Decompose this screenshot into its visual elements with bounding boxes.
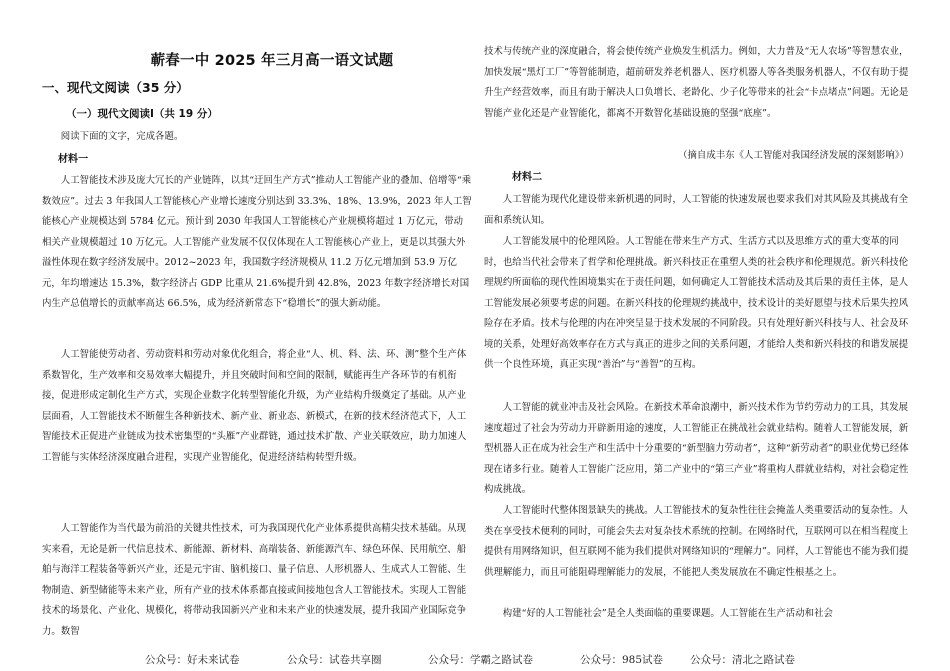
paragraph: 人工智能技术涉及庞大冗长的产业链阵，以其“迂回生产方式”推动人工智能产业的叠加、倍增等“乘数效应”。过去 3 年我国人工智能核心产业增长速度分别达到 33.3%、18%、13.9%，2023 年人工智能核心产业规模达到 5784 亿元。预计到 2030 年我国人工智能核心产业规模将超过 1 万亿元，带动相关产业规模超过 10 万亿元。人工智能产业发展不仅仅体现在人工智能核心产业上，更是以其强大外溢性体现在数字经济发展中。2012~2023 年，我国数字经济规模从 11.2 万亿元增加到 53.9 万亿元，年均增速达 15.3%，数字经济占 GDP 比重从 21.6%提升到 42.8%，2023 年数字经济增长对国内生产总值增长的贡献率高达 66.5%，成为经济新常态下“稳增长”的强大新动能。	[42, 175, 472, 309]
paragraph: 技术与传统产业的深度融合，将会使传统产业焕发生机活力。例如，大力普及“无人农场”等智慧农业，加快发展“黑灯工厂”等智能制造，超前研发养老机器人、医疗机器人等各类服务机器人，不仅有助于提升生产经营效率，而且有助于解决人口负增长、老龄化、少子化等带来的社会“卡点堵点”问题。无论是智能产业化还是产业智能化，都离不开数智化基础设施的坚强“底座”。	[484, 46, 909, 119]
paragraph: 人工智能时代整体图景缺失的挑战。人工智能技术的复杂性往往会掩盖人类重要活动的复杂性。人类在享受技术便利的同时，可能会失去对复杂技术系统的控制。在网络时代，互联网可以在相当程度上提供有用网络知识，但互联网不能为我们提供对网络知识的“理解力”。同样，人工智能也不能为我们提供理解能力，而且可能阻碍理解能力的发展，不能把人类发展放在不确定性根基之上。	[484, 505, 909, 578]
citation: （摘自成丰东《人工智能对我国经济发展的深刻影响》）	[678, 150, 909, 161]
material-two-label: 材料二	[512, 172, 543, 183]
subsection-heading: （一）现代文阅读Ⅰ（共 19 分）	[66, 108, 218, 120]
footer-link[interactable]: 公众号：清北之路试卷	[690, 654, 795, 666]
instruction-text: 阅读下面的文字，完成各题。	[60, 131, 184, 142]
footer-link[interactable]: 公众号：好未来试卷	[145, 654, 240, 666]
paragraph: 人工智能发展中的伦理风险。人工智能在带来生产方式、生活方式以及思维方式的重大变革的同时，也给当代社会带来了哲学和伦理挑战。新兴科技正在重塑人类的社会秩序和伦理规范。新兴科技伦理规约所面临的现代性困境集实在于责任问题，如何确定人工智能技术活动及其后果的责任主体，是人工智能发展必须要考虑的问题。在新兴科技的伦理规约挑战中，技术设计的美好愿望与技术后果失控风险存在矛盾。技术与伦理的内在冲突呈显于技术发展的不同阶段。只有处理好新兴科技与人、社会及环境的关系，处理好高效率存在方式与真正的进步之间的关系问题，才能给人类和新兴科技的和谐发展提供一个良性环境，真正实现“善治”与“善智”的互构。	[484, 236, 909, 370]
paragraph: 人工智能为现代化建设带来新机遇的同时，人工智能的快速发展也要求我们对其风险及其挑战有全面和系统认知。	[484, 194, 909, 226]
paragraph: 人工智能使劳动者、劳动资料和劳动对象优化组合，将企业“人、机、料、法、环、测”整个生产体系数智化，生产效率和交易效率大幅提升，并且突破时间和空间的限制，赋能再生产各环节的有机衔接，促进形成定制化生产方式，实现企业数字化转型智能化升级，为产业结构升级奠定了基础。从产业层面看，人工智能技术不断催生各种新技术、新产业、新业态、新模式，在新的技术经济范式下，人工智能技术正促进产业链成为技术密集型的“头雁”产业群链，通过技术扩散、产业关联效应，助力加速人工智能与实体经济深度融合进程，实现产业智能化，促进经济结构转型升级。	[42, 349, 467, 463]
footer-link[interactable]: 公众号：学霸之路试卷	[428, 654, 533, 666]
section-heading: 一、现代文阅读（35 分）	[42, 80, 189, 95]
paragraph: 人工智能的就业冲击及社会风险。在新技术革命浪潮中，新兴技术作为节约劳动力的工具，其发展速度超过了社会为劳动力开辟新用途的速度，人工智能正在挑战社会就业结构。随着人工智能发展，新型机器人正在成为社会生产和生活中十分重要的“新型脑力劳动者”，这种“新劳动者”的职业优势已经体现在诸多行业。随着人工智能广泛应用，第二产业中的“第三产业”将重构人群就业结构，对社会稳定性构成挑战。	[484, 402, 909, 495]
paragraph: 构建“好的人工智能社会”是全人类面临的重要课题。人工智能在生产活动和社会	[502, 608, 833, 619]
footer-link[interactable]: 公众号：试卷共享圈	[287, 654, 382, 666]
paragraph: 人工智能作为当代最为前沿的关键共性技术，可为我国现代化产业体系提供高精尖技术基础。从现实来看，无论是新一代信息技术、新能源、新材料、高端装备、新能源汽车、绿色环保、民用航空、船舶与海洋工程装备等新兴产业，还是元宇宙、脑机接口、量子信息、人形机器人、生成式人工智能、生物制造、新型储能等未来产业，所有产业的技术体系都直接或间接地包含人工智能技术。实现人工智能技术的场景化、产业化、规模化，将带动我国新兴产业和未来产业的快速发展，提升我国产业国际竞争力。数智	[42, 523, 467, 637]
material-one-label: 材料一	[58, 154, 89, 165]
footer-link[interactable]: 公众号：985试卷	[580, 654, 664, 666]
page-title: 蕲春一中 2025 年三月高一语文试题	[150, 53, 394, 69]
